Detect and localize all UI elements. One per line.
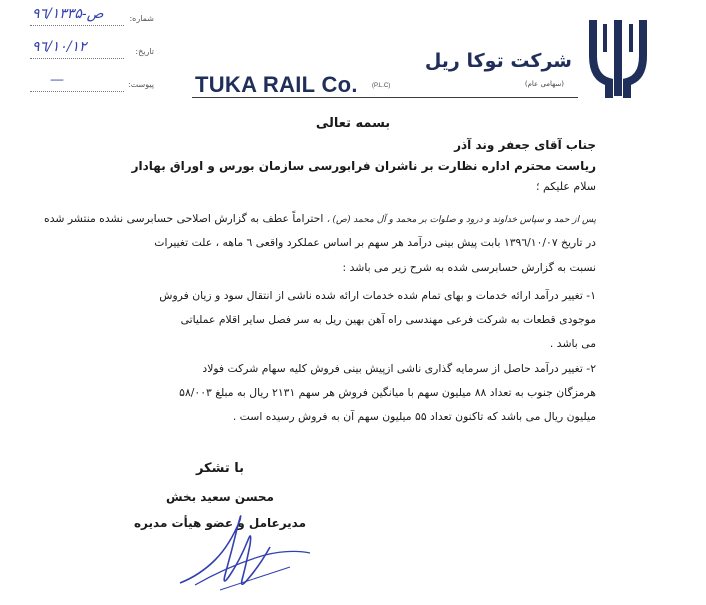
signature-icon bbox=[170, 505, 320, 595]
letterhead-divider bbox=[192, 97, 578, 98]
letter-attachment-row bbox=[30, 72, 154, 94]
item-2-line-1: ۲- تغییر درآمد حاصل از سرمایه گذاری ناشی ازپیش بینی فروش کلیه سهام شرکت فولاد bbox=[202, 362, 596, 375]
intro-rest: احتراماً عطف به گزارش اصلاحی حسابرسی نشده منتشر شده bbox=[44, 212, 324, 225]
greeting: سلام علیکم ؛ bbox=[535, 180, 596, 193]
recipient-name: جناب آقای جعفر وند آذر bbox=[454, 138, 596, 152]
company-plc: (P.L.C) bbox=[372, 83, 391, 89]
recipient-title: ریاست محترم اداره نظارت بر ناشران فرابورسی سازمان بورس و اوراق بهادار bbox=[131, 159, 596, 173]
letter-attachment-line bbox=[30, 91, 124, 92]
signer-title: مدیرعامل و عضو هیأت مدیره bbox=[133, 516, 307, 530]
item-1-line-1: ۱- تغییر درآمد ارائه خدمات و بهای تمام شده خدمات ارائه شده ناشی از انتقال سود و زیان فروش bbox=[159, 289, 596, 302]
handwritten-note: پس از حمد و سپاس خداوند و درود و صلوات بر محمد و آل محمد (ص) ، bbox=[326, 215, 596, 225]
intro-line-2: در تاریخ ۱۳۹٦/۱۰/۰۷ بابت پیش بینی درآمد هر سهم بر اساس عملکرد واقعی ٦ ماهه ، علت تغییرات bbox=[154, 236, 596, 249]
company-type-fa: (سهامی عام) bbox=[524, 80, 564, 88]
letter-number-value: ص-۹٦/۱۳۳۵ bbox=[32, 6, 104, 22]
company-name-en: TUKA RAIL Co. bbox=[195, 72, 358, 97]
letter-attachment-label: پیوست: bbox=[127, 80, 154, 89]
company-logo-icon bbox=[583, 16, 653, 100]
letter-number-line bbox=[30, 25, 124, 26]
letter-number-label: شماره: bbox=[129, 14, 154, 23]
item-2-line-2: هرمزگان جنوب به تعداد ۸۸ میلیون سهم با میانگین فروش هر سهم ۲۱۳۱ ریال به مبلغ ۵۸/۰۰۳ bbox=[179, 386, 596, 399]
letter-number-row bbox=[30, 6, 154, 28]
letter-date-row bbox=[30, 39, 154, 61]
letter-date-line bbox=[30, 58, 124, 59]
intro-line-1 bbox=[44, 212, 596, 225]
letter-date-value: ۹٦/۱۰/۱۲ bbox=[32, 39, 87, 55]
letter-attachment-value: — bbox=[50, 72, 64, 88]
item-1-line-3: می باشد . bbox=[549, 337, 596, 350]
item-1-line-2: موجودی قطعات به شرکت فرعی مهندسی راه آهن بهین ریل به سر فصل سایر اقلام عملیاتی bbox=[180, 313, 596, 326]
bismillah-heading: بسمه تعالی bbox=[315, 116, 391, 131]
company-name-fa: شرکت توکا ریل bbox=[424, 50, 572, 72]
closing-thanks: با تشکر bbox=[195, 461, 245, 476]
intro-line-3: نسبت به گزارش حسابرسی شده به شرح زیر می باشد : bbox=[342, 261, 596, 274]
item-2-line-3: میلیون ریال می باشد که تاکنون تعداد ۵۵ میلیون سهم آن به فروش رسیده است . bbox=[232, 410, 596, 423]
signer-name: محسن سعید بخش bbox=[166, 490, 274, 504]
letter-date-label: تاریخ: bbox=[135, 47, 154, 56]
